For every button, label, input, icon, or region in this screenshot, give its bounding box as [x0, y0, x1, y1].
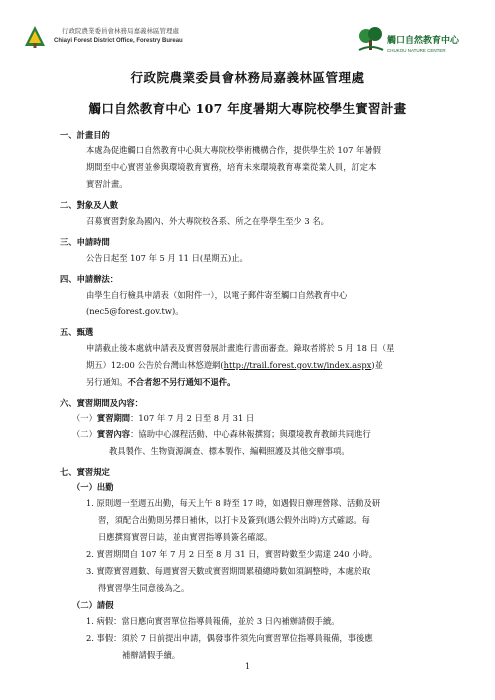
section-4-email: (nec5@forest.gov.tw)。 [86, 306, 184, 316]
item-text: ：107 年 7 月 2 日至 8 月 31 日 [130, 413, 255, 423]
agency-header [22, 22, 222, 52]
leave-rule-line: 1. 病假：當日應向實習單位指導員報備，並於 3 日內補辦請假手續。 [86, 616, 340, 626]
leave-rule-line: 補辦請假手續。 [122, 650, 181, 660]
nature-center-logo-icon [357, 26, 385, 52]
section-2-heading: 二、對象及人數 [60, 200, 119, 210]
attendance-rule-line: 2. 實習期間自 107 年 7 月 2 日至 8 月 31 日，實習時數至少需達 240 小時。 [86, 549, 378, 559]
section-3-heading: 三、申請時間 [60, 237, 110, 247]
attendance-rule-line: 習，須配合出勤則另擇日補休，以打卡及簽到(遇公假外出時)方式確認。每 [98, 515, 370, 525]
leave-rule-line: 2. 事假：須於 7 日前提出申請，偶發事件須先向實習單位指導員報備，事後應 [86, 633, 373, 643]
section-4-text-line: 由學生自行檢具申請表（如附件一），以電子郵件寄至觸口自然教育中心 [86, 290, 348, 300]
section-5-text-part: )並 [371, 360, 383, 370]
section-6-heading: 六、實習期間及內容： [60, 398, 143, 408]
item-label: 實習內容 [96, 429, 131, 439]
section-1-text-line: 期間至中心實習並參與環境教育實務，培育未來環境教育專業從業人員，訂定本 [86, 162, 377, 172]
agency-name-zh: 行政院農業委員會林務局嘉義林區管理處 [62, 27, 179, 35]
attendance-rule-line: 得實習學生同意後為之。 [98, 583, 190, 593]
document-title-plan: 觸口自然教育中心 107 年度暑期大專院校學生實習計畫 [88, 101, 407, 116]
section-5-text-part: 期五）12:00 公告於台灣山林悠遊網( [86, 360, 224, 370]
section-5-text-line [86, 377, 235, 388]
section-1-text-line: 實習計畫。 [86, 179, 128, 189]
subsection-leave-heading: （二）請假 [72, 600, 114, 610]
center-name-zh: 觸口自然教育中心 [387, 36, 460, 46]
trail-website-link[interactable]: http://trail.forest.gov.tw/index.aspx [223, 360, 372, 370]
forestry-bureau-logo-icon [22, 24, 48, 50]
section-6-item-2 [72, 429, 371, 440]
section-5-text-part: 另行通知。 [86, 377, 128, 387]
item-text: ：協助中心課程活動、中心森林報撰寫；與環境教育教師共同進行 [130, 429, 371, 439]
section-6-item-2-continued: 教具製作、生物資源調查、標本製作、編輯照護及其他交辦事項。 [109, 446, 350, 456]
section-3-text-line: 公告日起至 107 年 5 月 11 日(星期五)止。 [86, 253, 248, 263]
attendance-rule-line: 日應撰寫實習日誌，並由實習指導員簽名確認。 [98, 532, 273, 542]
section-5-text-line [86, 360, 383, 371]
section-6-item-1 [72, 413, 254, 424]
item-label: 實習期間 [96, 413, 131, 423]
center-name-en: CHUKOU NATURE CENTER [387, 48, 446, 53]
page-number: 1 [244, 662, 251, 671]
section-2-text-line: 召募實習對象為國內、外大專院校各系、所之在學學生至少 3 名。 [86, 216, 329, 226]
agency-name-en: Chiayi Forest District Office, Forestry Bureau [54, 38, 183, 44]
section-1-text-line: 本處為促進觸口自然教育中心與大專院校學術機構合作，提供學生於 107 年暑假 [86, 145, 381, 155]
subsection-attendance-heading: （一）出勤 [72, 482, 114, 492]
attendance-rule-line: 3. 實際實習週數、每週實習天數或實習期間累積總時數如須調整時，本處於取 [86, 566, 371, 576]
item-number: （一） [72, 413, 97, 423]
section-1-heading: 一、計畫目的 [60, 130, 110, 140]
section-7-heading: 七、實習規定 [60, 467, 110, 477]
attendance-rule-line: 1. 原則週一至週五出勤，每天上午 8 時至 17 時，如遇假日辦理營隊、活動及研 [86, 498, 381, 508]
center-header [355, 22, 475, 58]
section-5-notice: 不合者恕不另行通知不退件。 [127, 377, 236, 387]
section-5-text-line: 申請截止後本處就申請表及實習發展計畫進行書面審查。錄取者將於 5 月 18 日（星 [86, 343, 395, 353]
section-4-heading: 四、申請辦法： [60, 274, 119, 284]
section-5-heading: 五、甄選 [60, 327, 94, 337]
item-number: （二） [72, 429, 97, 439]
document-title-agency: 行政院農業委員會林務局嘉義林區管理處 [130, 70, 365, 85]
